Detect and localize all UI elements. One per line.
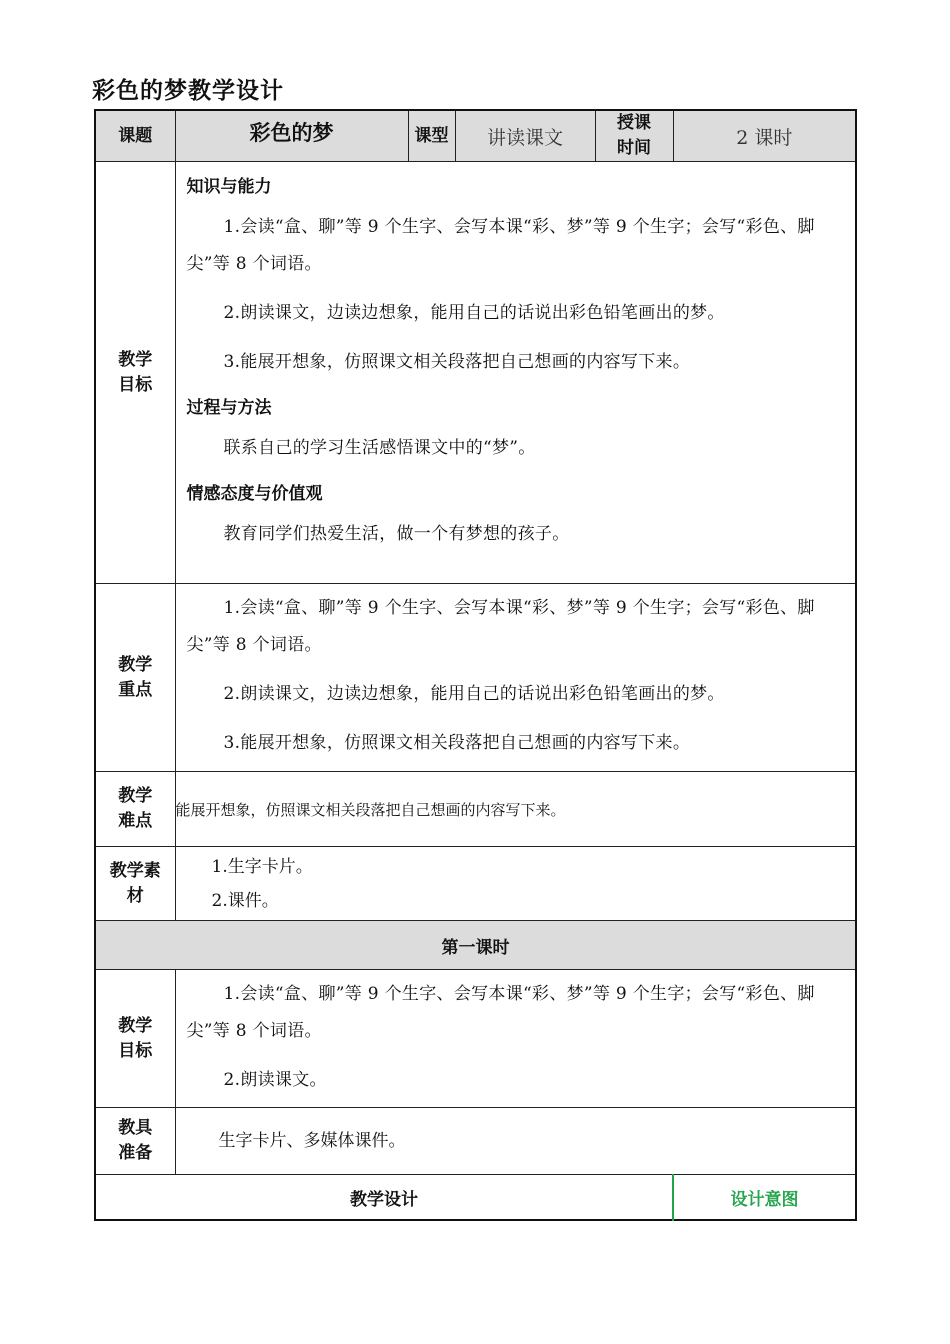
lesson-goals-label-line1: 教学: [118, 1015, 153, 1036]
lesson-goals-content: [175, 970, 856, 1108]
lesson-goals-label-line2: 目标: [118, 1040, 153, 1061]
time-value: 2 课时: [673, 110, 856, 162]
difficulty-label-line2: 难点: [118, 811, 153, 831]
goals-label-line2: 目标: [118, 374, 153, 395]
difficulty-label-line1: 教学: [118, 786, 153, 806]
document-title: 彩色的梦教学设计: [92, 78, 284, 104]
time-label-line2: 时间: [617, 138, 651, 158]
emotion-text: 教育同学们热爱生活，做一个有梦想的孩子。: [223, 524, 570, 544]
time-label: [595, 110, 673, 162]
type-value: 讲读课文: [455, 110, 595, 162]
materials-content: [175, 847, 856, 921]
difficulty-label: [95, 772, 175, 847]
materials-label-line2: 材: [126, 885, 144, 906]
goals-label: [95, 162, 175, 584]
header-row: [95, 110, 856, 162]
footer-row: [95, 1175, 856, 1221]
key-points-label: [95, 584, 175, 772]
material-item: 1.生字卡片。: [211, 856, 313, 877]
tools-label-line1: 教具: [118, 1118, 153, 1138]
knowledge-item: 3.能展开想象，仿照课文相关段落把自己想画的内容写下来。: [223, 352, 691, 372]
tools-row: [95, 1108, 856, 1175]
materials-row: [95, 847, 856, 921]
material-item: 2.课件。: [211, 890, 279, 911]
tools-text: 生字卡片、多媒体课件。: [175, 1108, 856, 1175]
goals-label-line1: 教学: [118, 349, 153, 370]
key-points-content: [175, 584, 856, 772]
lesson-one-row: [95, 921, 856, 970]
key-point-item: 2.朗读课文，边读边想象，能用自己的话说出彩色铅笔画出的梦。: [223, 684, 725, 704]
topic-label: 课题: [95, 110, 175, 162]
tools-label-line2: 准备: [118, 1143, 153, 1163]
knowledge-heading: 知识与能力: [186, 177, 272, 197]
intent-label: 设计意图: [673, 1175, 856, 1221]
lesson-goals-row: [95, 970, 856, 1108]
key-points-label-line2: 重点: [118, 679, 153, 700]
difficulty-text: 能展开想象，仿照课文相关段落把自己想画的内容写下来。: [175, 772, 856, 847]
key-points-label-line1: 教学: [118, 654, 153, 675]
time-label-line1: 授课: [617, 113, 651, 133]
tools-label: [95, 1108, 175, 1175]
key-point-item: 1.会读“盒、聊”等 9 个生字、会写本课“彩、梦”等 9 个生字；会写“彩色、脚尖”等 8 个词语。: [186, 598, 815, 655]
materials-label: [95, 847, 175, 921]
type-label: 课型: [408, 110, 455, 162]
emotion-heading: 情感态度与价值观: [186, 484, 323, 504]
topic-value: 彩色的梦: [175, 110, 408, 162]
lesson-goal-item: 1.会读“盒、聊”等 9 个生字、会写本课“彩、梦”等 9 个生字；会写“彩色、脚尖”等 8 个词语。: [186, 984, 815, 1041]
process-text: 联系自己的学习生活感悟课文中的“梦”。: [223, 438, 536, 458]
lesson-goal-item: 2.朗读课文。: [223, 1070, 327, 1090]
goals-row: [95, 162, 856, 584]
key-point-item: 3.能展开想象，仿照课文相关段落把自己想画的内容写下来。: [223, 733, 691, 753]
lesson-one-title: 第一课时: [95, 921, 856, 970]
key-points-row: [95, 584, 856, 772]
knowledge-item: 1.会读“盒、聊”等 9 个生字、会写本课“彩、梦”等 9 个生字；会写“彩色、脚尖”等 8 个词语。: [186, 217, 815, 274]
knowledge-item: 2.朗读课文，边读边想象，能用自己的话说出彩色铅笔画出的梦。: [223, 303, 725, 323]
lesson-goals-label: [95, 970, 175, 1108]
goals-content: [175, 162, 856, 584]
lesson-plan-table: [94, 109, 857, 1221]
difficulty-row: [95, 772, 856, 847]
process-heading: 过程与方法: [186, 398, 272, 418]
design-label: 教学设计: [95, 1175, 673, 1221]
materials-label-line1: 教学素: [109, 860, 161, 881]
